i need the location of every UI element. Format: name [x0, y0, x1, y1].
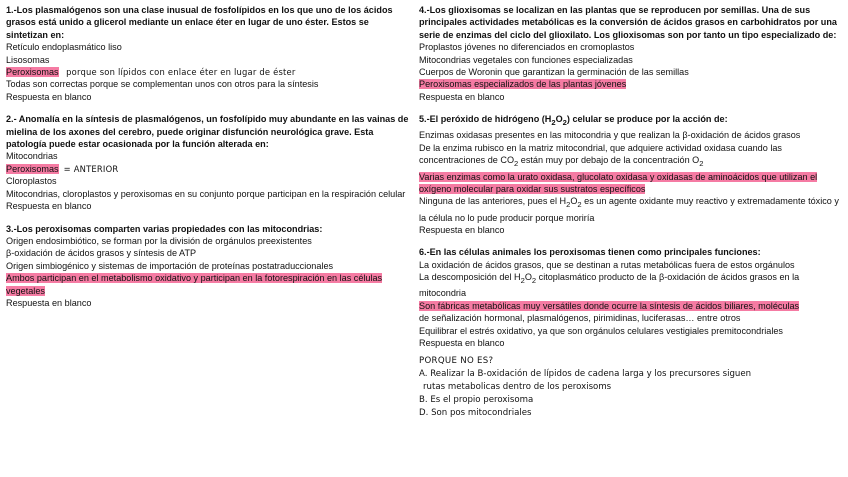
highlighted-answer: Peroxisomas especializados de las plantas jóvenes	[419, 79, 627, 90]
q5-option-1: Enzimas oxidasas presentes en las mitocondria y que realizan la β-oxidación de ácidos grasos	[419, 130, 801, 141]
q1-option-4: Todas son correctas porque se complementan unos con otros para la síntesis	[6, 79, 319, 90]
question-6-title: 6.-En las células animales los peroxisomas tienen como principales funciones:	[419, 247, 761, 258]
highlighted-answer: Varias enzimas como la urato oxidasa, glucolato oxidasa y oxidasas de aminoácidos que utilizan el oxígeno molecular para oxidar sus sustratos específicos	[419, 171, 818, 194]
highlighted-answer: Ambos participan en el metabolismo oxidativo y participan en la fotorespiración en las células vegetales	[6, 273, 383, 296]
highlighted-answer: Peroxisomas	[6, 67, 59, 78]
porque-d: D. Son pos mitocondriales	[419, 408, 532, 419]
q1-option-3	[6, 66, 411, 78]
question-2	[6, 113, 411, 212]
q6-option-3: Son fábricas metabólicas muy versátiles donde ocurre la síntesis de ácidos biliares, moléculas de señalización hormonal, plasmalógenos, pirimidinas, luciferasas… entre otros	[419, 300, 800, 324]
q2-option-4: Mitocondrias, cloroplastos y peroxisomas en su conjunto porque participan en la respiración celular	[6, 188, 406, 199]
q6-option-1: La oxidación de ácidos grasos, que se destinan a rutas metabólicas fuera de estos orgánulos	[419, 259, 795, 270]
porque-title: PORQUE NO ES?	[419, 356, 494, 367]
q3-option-4	[6, 272, 411, 297]
question-6	[419, 246, 844, 349]
question-1-title: 1.-Los plasmalógenos son una clase inusual de fosfolípidos en los que uno de los ácidos grasos está unido a glicerol mediante un enlace éter en lugar de uno éster. Estos se sintetizan en:	[6, 5, 393, 40]
q5-option-4: Ninguna de las anteriores, pues el $H_2O_2$ es un agente oxidante muy reactivo y extremadamente tóxico y la célula no lo pude producir porque moriría	[419, 196, 839, 223]
q3-option-1: Origen endosimbiótico, se forman por la división de orgánulos preexistentes	[6, 235, 312, 246]
question-5-title: 5.-El peróxido de hidrógeno $(H_2O_2)$ celular se produce por la acción de:	[419, 114, 728, 128]
handwritten-note: porque son lípidos con enlace éter en lugar de éster	[66, 67, 296, 78]
q2-option-5: Respuesta en blanco	[6, 201, 92, 212]
question-3-title: 3.-Los peroxisomas comparten varias propiedades con las mitocondrias:	[6, 223, 323, 234]
q4-option-2: Mitocondrias vegetales con funciones especializadas	[419, 54, 633, 65]
handwritten-note: = ANTERIOR	[63, 163, 119, 174]
porque-a: A. Realizar la B-oxidación de lípidos de cadena larga y los precursores siguen	[419, 369, 752, 380]
q1-option-1: Retículo endoplasmático liso	[6, 42, 122, 53]
question-4	[419, 4, 844, 103]
q3-option-3: Origen simbiogénico y sistemas de importación de proteínas postatraduccionales	[6, 260, 334, 271]
porque-b: B. Es el propio peroxisoma	[419, 395, 534, 406]
q3-option-2: β-oxidación de ácidos grasos y síntesis de ATP	[6, 248, 197, 259]
q1-option-5: Respuesta en blanco	[6, 91, 92, 102]
q4-option-5: Respuesta en blanco	[419, 91, 505, 102]
q4-option-3: Cuerpos de Woronin que garantizan la germinación de las semillas	[419, 67, 689, 78]
right-column	[419, 4, 844, 420]
q5-option-3	[419, 171, 844, 196]
q2-option-1: Mitocondrias	[6, 151, 58, 162]
left-column	[6, 4, 411, 319]
q4-option-1: Proplastos jóvenes no diferenciados en cromoplastos	[419, 42, 635, 53]
q4-option-4	[419, 78, 844, 90]
question-3	[6, 223, 411, 310]
q6-option-2: La descomposición del $H_2O_2$ citoplasmático producto de la β-oxidación de ácidos grasos en la mitocondria	[419, 272, 800, 299]
question-2-title: 2.- Anomalía en la síntesis de plasmalógenos, un fosfolípido muy abundante en las vainas de mielina de los axones del cerebro, puede originar disfunción neurológica grave. Esta patología puede estar ocasionada por la función alterada en:	[6, 114, 409, 150]
q6-option-5: Respuesta en blanco	[419, 338, 505, 348]
question-1	[6, 4, 411, 103]
highlighted-answer: Son fábricas metabólicas muy versátiles donde ocurre la síntesis de ácidos biliares, moléculas	[419, 300, 800, 311]
question-4-title: 4.-Los glioxisomas se localizan en las plantas que se reproducen por semillas. Una de sus principales actividades metabólicas es la conversión de ácidos grasos en carbohidratos por una serie de enzimas del ciclo del glioxilato. Los glioxisomas son por tanto un tipo especializado de:	[419, 5, 837, 40]
porque-notes	[419, 355, 844, 420]
q5-option-2: De la enzima rubisco en la matriz mitocondrial, que adquiere actividad oxidasa cuando las concentraciones de $CO_2$ están muy por debajo de la concentración $O_2$	[419, 142, 782, 169]
highlighted-answer: Peroxisomas	[6, 163, 59, 174]
q2-option-2	[6, 163, 411, 175]
q2-option-3: Cloroplastos	[6, 176, 57, 187]
q6-option-4: Equilibrar el estrés oxidativo, ya que son orgánulos celulares vestigiales premitocondriales	[419, 325, 783, 336]
q3-option-5: Respuesta en blanco	[6, 297, 92, 308]
q5-option-5: Respuesta en blanco	[419, 224, 505, 235]
q1-option-2: Lisosomas	[6, 54, 50, 65]
question-5	[419, 113, 844, 236]
porque-a-cont: rutas metabolicas dentro de los peroxisoms	[423, 382, 612, 393]
